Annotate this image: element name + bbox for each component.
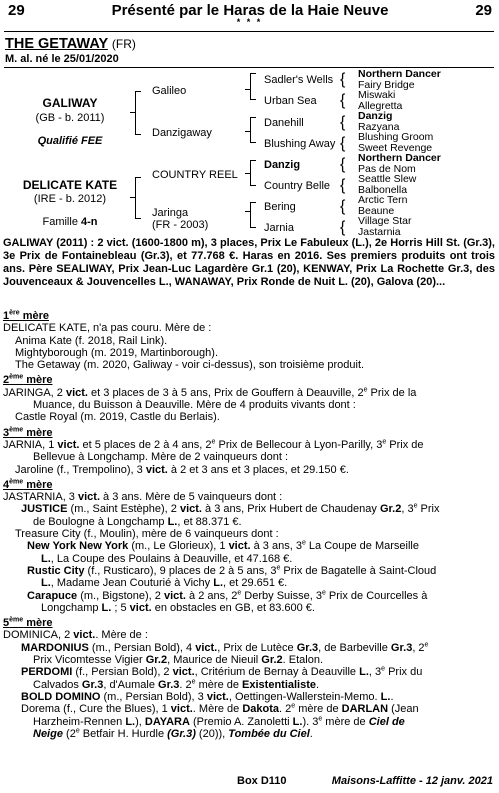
gen4-item: Allegretta xyxy=(358,99,403,112)
gen3-item: Danzig xyxy=(264,159,301,171)
text-line: Bellevue à Longchamp. Mère de 2 vainqueurs dont : xyxy=(33,451,288,464)
gen4-item: Northern Dancer xyxy=(358,152,441,164)
text-line: JASTARNIA, 3 vict. à 3 ans. Mère de 5 vainqueurs dont : xyxy=(3,491,283,504)
text-line: MARDONIUS (m., Persian Bold), 4 vict., Prix de Lutèce Gr.3, de Barbeville Gr.3, 2e xyxy=(21,641,429,654)
text-line: JARINGA, 2 vict. et 3 places de 3 à 5 ans, Prix de Gouffern à Deauville, 2e Prix de la xyxy=(3,386,417,399)
brace-icon: { xyxy=(340,198,346,215)
text-line: L., Madame Jean Couturié à Vichy L., et 29.651 €. xyxy=(41,577,288,590)
gen3-item: Sadler's Wells xyxy=(264,74,334,86)
gen2-country-reel: COUNTRY REEL xyxy=(152,169,238,181)
horse-birth: M. al. né le 25/01/2020 xyxy=(5,53,119,65)
text-line: New York New York (m., Le Glorieux), 1 vict. à 3 ans, 3e La Coupe de Marseille xyxy=(27,539,419,553)
section-fourth-dam: 4ème mère xyxy=(3,478,53,491)
gen3-item: Urban Sea xyxy=(264,95,317,107)
text-line: de Boulogne à Longchamp L., et 88.371 €. xyxy=(33,515,242,528)
divider-top xyxy=(4,31,494,32)
text-line: Muance, du Buisson à Deauville. Mère de 4 produits vivants dont : xyxy=(33,399,356,412)
gen4-item: Razyana xyxy=(358,120,400,133)
text-line: Dorema (f., Cure the Blues), 1 vict.. Mère de Dakota. 2e mère de DARLAN (Jean xyxy=(21,702,419,716)
gen4-item: Sweet Revenge xyxy=(358,141,433,154)
gen4-list xyxy=(358,69,441,237)
text-line: Rustic City (f., Rusticaro), 9 places de 2 à 5 ans, 3e Prix de Bagatelle à Saint-Cloud xyxy=(27,564,437,577)
box-number: Box D110 xyxy=(237,775,287,787)
sire-note: Qualifié FEE xyxy=(37,135,103,147)
gen4-item: Pas de Nom xyxy=(358,162,416,175)
text-line: Calvados Gr.3, d'Aumale Gr.3. 2e mère de Existentialiste. xyxy=(33,677,320,691)
text-line: Mightyborough (m. 2019, Martinborough). xyxy=(15,346,218,359)
text-line: Treasure City (f., Moulin), mère de 6 vainqueurs dont : xyxy=(15,528,279,541)
bracket-tick xyxy=(130,112,136,113)
section-fifth-dam: 5ème mère xyxy=(3,616,53,630)
gen4-item: Arctic Tern xyxy=(358,194,408,206)
gen4-item: Blushing Groom xyxy=(358,131,434,143)
gen4-item: Danzig xyxy=(358,110,393,122)
text-line: Carapuce (m., Bigstone), 2 vict. à 2 ans, 2e Derby Suisse, 3e Prix de Courcelles à xyxy=(27,588,428,602)
sire-summary: GALIWAY (2011) : 2 vict. (1600-1800 m), 3 places, Prix Le Fabuleux (L.), 2e Horris Hill St. (Gr.3), 3e Prix de Fontainebleau (Gr.3), et 77.768 €. Haras en 2016. Ses premiers produits ont trois ans. Père SEALIWAY, Prix Jean-Luc Lagardère Gr.1 (20), KENWAY, Prix La Rochette Gr.3, des Jouvenceaux & Jouvencelles L., WANAWAY, Prix Ronde de Nuit L. (20), Galova (20)... xyxy=(3,237,495,288)
brace-icon: { xyxy=(340,71,346,88)
gen4-item: Balbonella xyxy=(358,183,408,196)
section-third-dam: 3ème mère xyxy=(3,426,53,439)
gen2-jaringa: Jaringa xyxy=(152,207,189,219)
gen3-item: Danehill xyxy=(264,117,304,129)
brace-icon: { xyxy=(340,114,346,131)
gen2-jaringa-info: (FR - 2003) xyxy=(152,219,209,231)
sire-info: (GB - b. 2011) xyxy=(35,112,105,124)
header-stars: * * * xyxy=(236,17,263,27)
text-line: L., La Coupe des Poulains à Deauville, et 47.168 €. xyxy=(41,552,293,565)
text-line: DELICATE KATE, n'a pas couru. Mère de : xyxy=(3,322,212,335)
bracket-gen2 xyxy=(250,202,256,228)
brace-icon: { xyxy=(340,135,346,152)
gen4-item: Seattle Slew xyxy=(358,173,417,185)
gen4-item: Beaune xyxy=(358,204,395,217)
text-line: JARNIA, 1 vict. et 5 places de 2 à 4 ans, 2e Prix de Bellecour à Lyon-Parilly, 3e Prix de xyxy=(3,438,424,451)
text-line: Longchamp L. ; 5 vict. en obstacles en GB, et 83.600 €. xyxy=(41,601,315,614)
dam-info: (IRE - b. 2012) xyxy=(33,193,107,205)
gen4-item: Jastarnia xyxy=(358,225,401,238)
bracket-tick xyxy=(130,197,136,198)
consignor-title: Présenté par le Haras de la Haie Neuve xyxy=(111,2,389,19)
section-first-dam: 1ère mère xyxy=(3,309,49,322)
gen4-item: Village Star xyxy=(358,215,412,227)
brace-icon: { xyxy=(340,156,346,173)
text-line: Jaroline (f., Trempolino), 3 vict. à 2 et 3 ans et 3 places, et 29.150 €. xyxy=(15,463,349,476)
family-body xyxy=(3,310,497,740)
text-line: The Getaway (m. 2020, Galiway - voir ci-dessus), son troisième produit. xyxy=(15,359,365,372)
bracket-gen2 xyxy=(250,117,256,143)
brace-icon: { xyxy=(340,219,346,236)
bracket-tick xyxy=(245,131,251,132)
gen4-item: Northern Dancer xyxy=(358,68,441,80)
lot-number: 29 xyxy=(8,2,25,19)
text-line: JUSTICE (m., Saint Estèphe), 2 vict. à 3 ans, Prix Hubert de Chaudenay Gr.2, 3e Prix xyxy=(21,502,440,516)
gen3-item: Country Belle xyxy=(264,180,331,192)
horse-title xyxy=(5,36,136,52)
text-line: BOLD DOMINO (m., Persian Bold), 3 vict., Oettingen-Wallerstein-Memo. L.. xyxy=(21,690,394,703)
gen3-item: Blushing Away xyxy=(264,138,336,150)
bracket-tick xyxy=(245,211,251,212)
sale-location-date: Maisons-Laffitte - 12 janv. 2021 xyxy=(331,775,493,787)
gen4-item: Fairy Bridge xyxy=(358,78,415,91)
gen3-item: Bering xyxy=(264,201,296,213)
sire-name: GALIWAY xyxy=(42,96,98,110)
text-line: Neige (2e Betfair H. Hurdle (Gr.3) (20)), Tombée du Ciel. xyxy=(33,727,313,740)
dam-name: DELICATE KATE xyxy=(22,178,118,192)
bracket-tick xyxy=(245,89,251,90)
gen3-item: Jarnia xyxy=(264,222,294,234)
bracket-tick xyxy=(245,173,251,174)
brace-icon: { xyxy=(340,92,346,109)
dam-family: Famille 4-n xyxy=(42,216,98,228)
text-line: Prix Vicomtesse Vigier Gr.2, Maurice de Nieuil Gr.2. Etalon. xyxy=(33,654,324,667)
gen4-item: Miswaki xyxy=(358,89,396,101)
gen2-galileo: Galileo xyxy=(152,85,187,97)
text-line: Anima Kate (f. 2018, Rail Link). xyxy=(15,334,168,347)
text-line: Harzheim-Rennen L.), DAYARA (Premio A. Zanoletti L.). 3e mère de Ciel de xyxy=(33,714,405,728)
horse-name: THE GETAWAY xyxy=(5,36,108,52)
horse-country: (FR) xyxy=(111,37,136,51)
bracket-gen2 xyxy=(250,73,256,100)
pedigree-table xyxy=(0,68,499,238)
text-line: DOMINICA, 2 vict.. Mère de : xyxy=(3,629,148,642)
gen2-danzigaway: Danzigaway xyxy=(152,127,212,139)
lot-number-right: 29 xyxy=(475,2,492,19)
text-line: Castle Royal (m. 2019, Castle du Berlais). xyxy=(15,411,220,424)
text-line: PERDOMI (f., Persian Bold), 2 vict., Critérium de Bernay à Deauville L., 3e Prix du xyxy=(21,665,423,679)
brace-icon: { xyxy=(340,177,346,194)
section-second-dam: 2ème mère xyxy=(3,373,53,387)
